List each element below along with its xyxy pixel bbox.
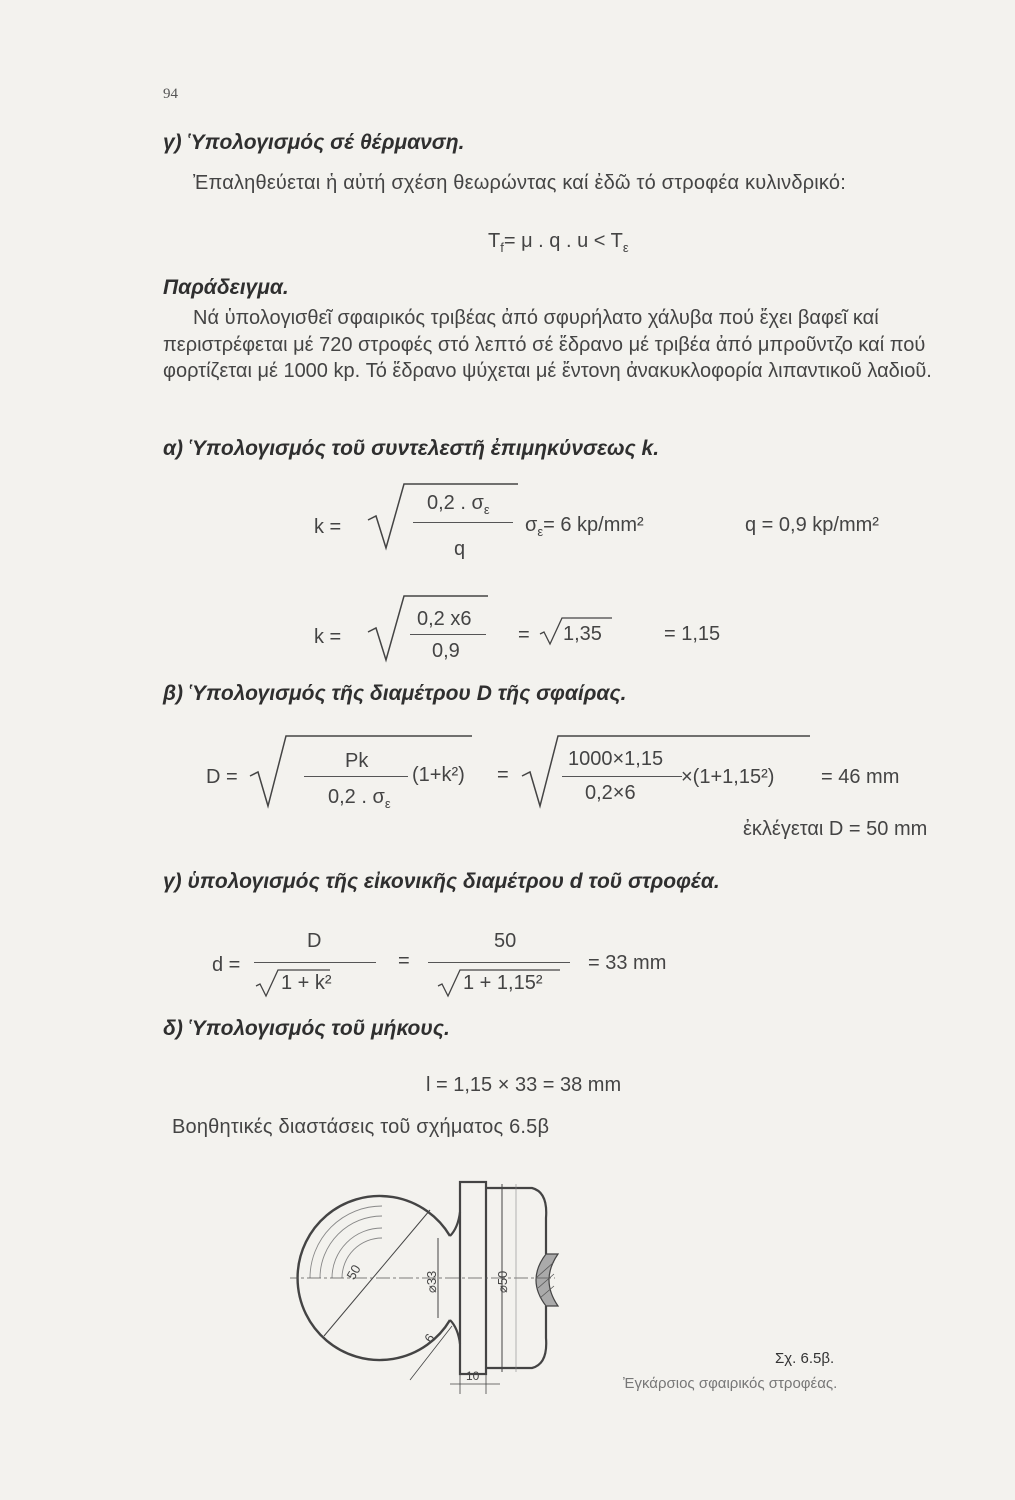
eq1-fraction-bar <box>413 522 513 523</box>
dd-eq-equals: = <box>398 950 410 972</box>
eq1-q-value: q = 0,9 kp/mm² <box>745 514 879 536</box>
example-heading: Παράδειγμα. <box>163 276 289 299</box>
figure-caption: Σχ. 6.5β. <box>775 1350 835 1367</box>
d-eq-factor2: ×(1+1,15²) <box>681 766 775 788</box>
eq2-fraction-bar <box>410 634 486 635</box>
eq2-numerator: 0,2 x6 <box>417 608 472 630</box>
length-formula: l = 1,15 × 33 = 38 mm <box>426 1074 622 1096</box>
dim-fillet: 6 <box>421 1330 438 1346</box>
dd-eq-num1: D <box>307 930 322 952</box>
heading-step-b: β) Ὑπολογισμός τῆς διαμέτρου D τῆς σφαίρας. <box>163 682 627 705</box>
heating-formula: $T_f= \mu$ . q . $u < T_\varepsilon$ <box>488 230 629 255</box>
d-eq-equals: = <box>497 764 509 786</box>
d-eq-factor1: (1+k²) <box>412 764 465 786</box>
d-eq-den2: 0,2×6 <box>585 782 636 804</box>
dim-collar-diameter: ⌀50 <box>495 1270 510 1293</box>
eq2-root-value: 1,35 <box>563 623 602 645</box>
heading-step-a: α) Ὑπολογισμός τοῦ συντελεστῆ ἐπιμηκύνσεως k. <box>163 437 660 460</box>
eq2-equals: = <box>518 624 530 646</box>
d-eq-lhs: D = <box>206 766 238 788</box>
d-eq-result: = 46 mm <box>821 766 900 788</box>
example-paragraph: Νά ὑπολογισθεῖ σφαιρικός τριβέας ἀπό σφυρήλατο χάλυβα πού ἔχει βαφεῖ καί περιστρέφεται μέ 720 στροφές στό λεπτό σέ ἕδρανο μέ τριβέα ἀπό μπροῦντζο καί πού φορτίζεται μέ 1000 kp. Τό ἕδρανο ψύχεται μέ ἔντονη ἀνακυκλοφορία λιπαντικοῦ λαδιοῦ. <box>163 307 932 382</box>
dd-eq-num2: 50 <box>494 930 517 952</box>
eq2-lhs: k = <box>314 626 342 648</box>
d-chosen: ἐκλέγεται D = 50 mm <box>743 818 928 840</box>
page-number: 94 <box>163 86 178 102</box>
figure-spherical-journal <box>290 1158 570 1398</box>
dd-eq-bar1 <box>254 962 376 963</box>
d-eq-num2: 1000×1,15 <box>568 748 664 770</box>
figure-caption-sub: Ἐγκάρσιος σφαιρικός στροφέας. <box>623 1375 838 1392</box>
dim-width: 10 <box>466 1369 480 1383</box>
dim-sphere-diameter: 50 <box>343 1262 364 1283</box>
eq1-numerator: 0,2 . $\sigma_\varepsilon$ <box>427 492 490 517</box>
heading-step-c: γ) ὑπολογισμός τῆς εἰκονικῆς διαμέτρου d τοῦ στροφέα. <box>163 870 720 893</box>
dd-eq-bar2 <box>428 962 570 963</box>
heating-intro: Ἐπαληθεύεται ἡ αὐτή σχέση θεωρώντας καί ἐδῶ τό στροφέα κυλινδρικό: <box>193 172 846 194</box>
d-eq-bar2 <box>562 776 682 777</box>
eq1-sigma: $\sigma_\varepsilon= 6$ kp/mm² <box>525 514 644 539</box>
dd-eq-den2: 1 + 1,15² <box>463 972 543 994</box>
eq2-denominator: 0,9 <box>432 640 460 662</box>
heading-step-d: δ) Ὑπολογισμός τοῦ μήκους. <box>163 1017 450 1040</box>
dd-eq-lhs: d = <box>212 954 241 976</box>
eq1-lhs: k = <box>314 516 342 538</box>
d-eq-num1: Pk <box>345 750 369 772</box>
eq2-result: = 1,15 <box>664 623 721 645</box>
heading-heating: γ) Ὑπολογισμός σέ θέρμανση. <box>163 131 465 154</box>
dim-neck-diameter: ⌀33 <box>424 1270 439 1293</box>
d-eq-bar1 <box>304 776 408 777</box>
d-eq-den1: 0,2 . $\sigma_\varepsilon$ <box>328 786 391 811</box>
eq1-denominator: q <box>454 538 466 560</box>
dd-eq-den1: 1 + k² <box>281 972 332 994</box>
dd-eq-result: = 33 mm <box>588 952 667 974</box>
aux-dimensions-text: Βοηθητικές διαστάσεις τοῦ σχήματος 6.5β <box>172 1116 550 1138</box>
